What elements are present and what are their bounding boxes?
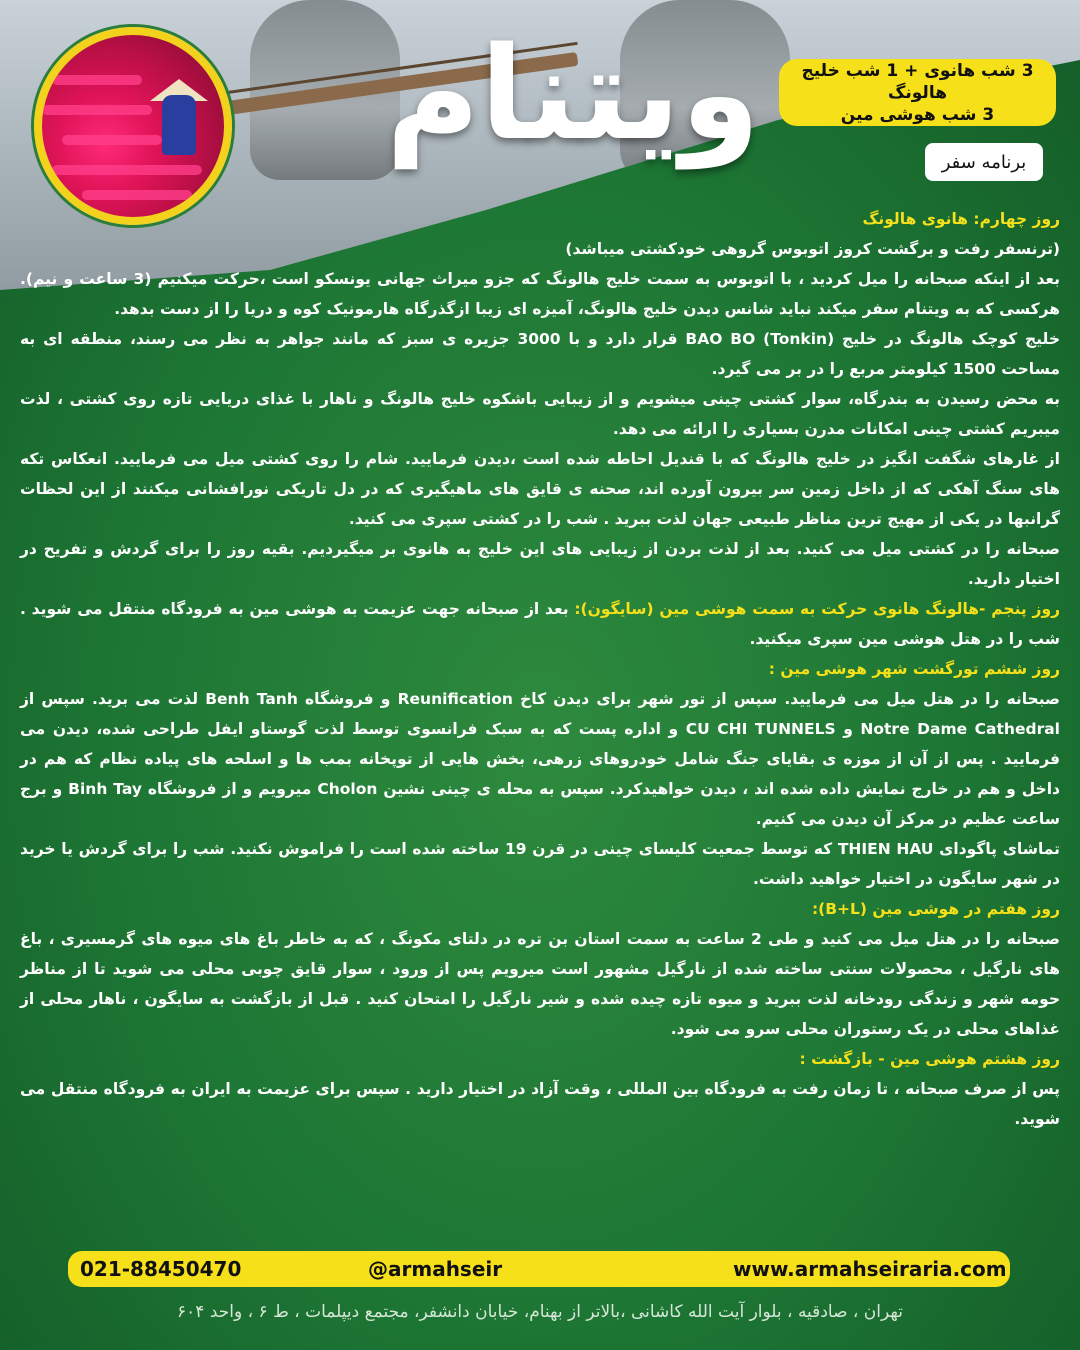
day6-heading: روز ششم تورگشت شهر هوشی مین : bbox=[768, 660, 1060, 678]
day7-heading: روز هفتم در هوشی مین (B+L): bbox=[811, 900, 1060, 918]
day4-heading: روز چهارم: هانوی هالونگ bbox=[862, 210, 1060, 228]
day4-paragraph: خلیج کوچک هالونگ در خلیج BAO BO (Tonkin) قرار دارد و با 3000 جزیره ی سبز که مانند جواهر به نظر می رسند، منطقه ای به مساحت 1500 کیلومتر مربع را در بر می گیرد. bbox=[20, 330, 1060, 378]
day8-heading: روز هشتم هوشی مین - بازگشت : bbox=[799, 1050, 1060, 1068]
office-address: تهران ، صادقیه ، بلوار آیت الله کاشانی ،بالاتر از بهنام، خیابان دانشفر، مجتمع دیپلمات ، ط ۶ ، واحد ۶۰۴ bbox=[177, 1302, 903, 1322]
instagram-handle[interactable]: @armahseir bbox=[368, 1257, 503, 1281]
page-title: ویتنام bbox=[386, 20, 760, 169]
day4-note: (ترنسفر رفت و برگشت کروز اتوبوس گروهی خودکشتی میباشد) bbox=[565, 240, 1060, 258]
day7-paragraph: صبحانه را در هتل میل می کنید و طی 2 ساعت به سمت استان بن تره در دلتای مکونگ ، که به خاطر باغ های میوه های گرمسیری ، باغ های نارگیل ، محصولات سنتی ساخته شده از نارگیل مشهور است میرویم پس از ورود ، سوار قایق چوبی محلی می شوید تا از مناظر حومه شهر و زندگی رودخانه لذت ببرید و میوه تازه چیده شده و شیر نارگیل را امتحان کنید . قبل از بازگشت به سایگون ، ناهار محلی از غذاهای محلی در یک رستوران محلی سرو می شود. bbox=[20, 930, 1060, 1038]
day6-paragraph: صبحانه را در هتل میل می فرمایید. سپس از تور شهر برای دیدن کاخ Reunification و فروشگاه Benh Tanh لذت می برید. سپس از Notre Dame Cathedral و CU CHI TUNNELS و اداره پست که به سبک فرانسوی توسط لذت گوستاو ایفل طراحی شده، دیدن می فرمایید . پس از آن از موزه ی بقایای جنگ شامل خودروهای زرهی، بخش هایی از توپخانه بمب ها و اسلحه های پیاده نظام که هم در داخل و هم در خارج نمایش داده شده اند ، دیدن خواهیدکرد. سپس به محله ی چینی نشین Cholon میرویم و از فروشگاه Binh Tay و برج ساعت عظیم در مرکز آن دیدن می کنیم. bbox=[20, 690, 1061, 828]
day5-paragraph: بعد از صبحانه جهت عزیمت به هوشی مین به فرودگاه منتقل می شوید . شب را در هتل هوشی مین سپری میکنید. bbox=[20, 600, 1060, 648]
person-image bbox=[162, 95, 196, 155]
day4-paragraph: از غارهای شگفت انگیز در خلیج هالونگ که با قندیل احاطه شده است ،دیدن فرمایید. شام را روی کشتی میل می فرمایید. انعکاس تکه های سنگ آهکی که از داخل زمین سر بیرون آورده اند، صحنه ی قایق های ماهیگیری که در دل تاریکی نورافشانی میکنند از این لحظات گرانبها در یکی از مهیج ترین مناظر طبیعی جهان لذت ببرید . شب را در کشتی سپری می کنید. bbox=[20, 450, 1060, 528]
route-badge bbox=[779, 59, 1056, 126]
day4-paragraph: صبحانه را در کشتی میل می کنید. بعد از لذت بردن از زیبایی های این خلیج به هانوی بر میگیردیم. بقیه روز را برای گردش و تفریح در اختیار دارید. bbox=[20, 540, 1060, 588]
day6-paragraph: تماشای پاگودای THIEN HAU که توسط جمعیت کلیسای چینی در قرن 19 ساخته شده است را فراموش نکنید. شب را برای گردش یا خرید در شهر سایگون در اختیار خواهید داشت. bbox=[20, 840, 1060, 888]
day4-paragraph: بعد از اینکه صبحانه را میل کردید ، با اتوبوس به سمت خلیج هالونگ که جزو میراث جهانی یونسکو است ،حرکت میکنیم (3 ساعت و نیم). هرکسی که به ویتنام سفر میکند نباید شانس دیدن خلیج هالونگ، آمیزه ای زیبا ازگذرگاه هارمونیک کوه و دریا را از دست بدهد. bbox=[20, 270, 1060, 318]
route-line-1: 3 شب هانوی + 1 شب خلیج هالونگ bbox=[801, 60, 1034, 103]
day4-paragraph: به محض رسیدن به بندرگاه، سوار کشتی چینی میشویم و از زیبایی باشکوه خلیج هالونگ و ناهار با غذای دریایی تازه روی کشتی ، لذت میبریم کشتی چینی امکانات مدرن بسیاری را ارائه می دهد. bbox=[20, 390, 1060, 438]
route-line-2: 3 شب هوشی مین bbox=[840, 104, 995, 125]
phone-number[interactable]: 021-88450470 bbox=[80, 1257, 242, 1281]
website-link[interactable]: www.armahseiraria.com bbox=[733, 1257, 1007, 1281]
program-label: برنامه سفر bbox=[925, 143, 1043, 181]
itinerary-text bbox=[20, 204, 1060, 1204]
day8-paragraph: پس از صرف صبحانه ، تا زمان رفت به فرودگاه بین المللی ، وقت آزاد در اختیار دارید . سپس برای عزیمت به ایران به فرودگاه منتقل می شوید. bbox=[20, 1080, 1060, 1128]
day5-heading: روز پنجم -هالونگ هانوی حرکت به سمت هوشی مین (سایگون): bbox=[574, 600, 1060, 618]
incense-photo bbox=[34, 27, 232, 225]
